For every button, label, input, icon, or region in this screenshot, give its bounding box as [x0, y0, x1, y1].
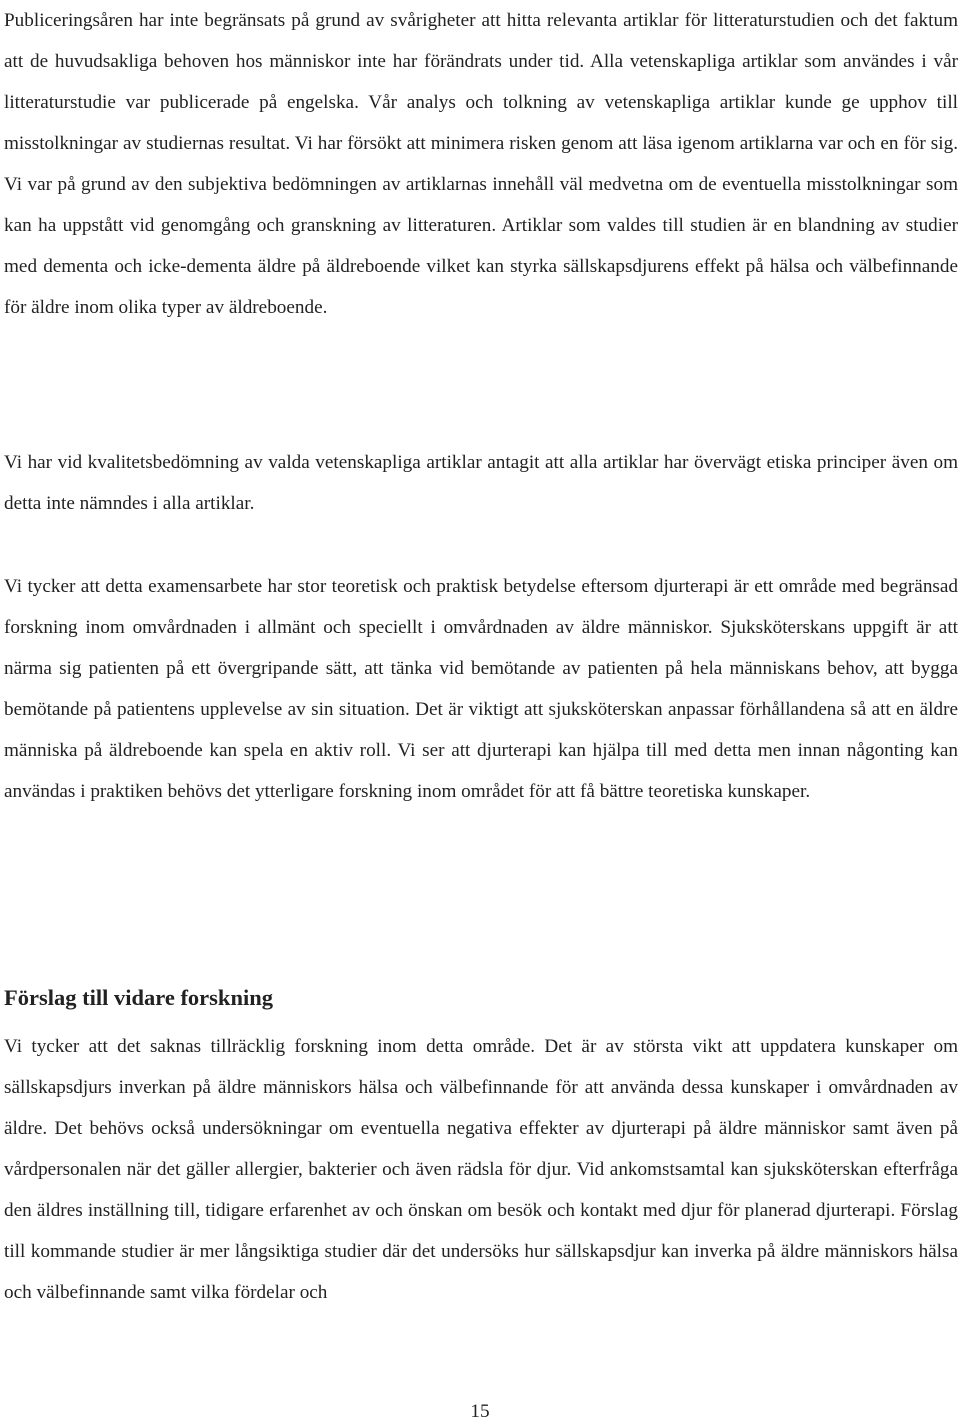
- paragraph-ethics: Vi har vid kvalitetsbedömning av valda vetenskapliga artiklar antagit att alla artiklar har övervägt etiska principer även om detta inte nämndes i alla artiklar.: [4, 452, 958, 514]
- paragraph-significance: Vi tycker att detta examensarbete har stor teoretisk och praktisk betydelse eftersom djurterapi är ett område med begränsad forskning inom omvårdnaden i allmänt och speciellt i omvårdnaden av äldre människor. Sjuksköterskans uppgift är att närma sig patienten på ett övergripande sätt, att tänka vid bemötande av patienten på hela människans behov, att bygga bemötande på patientens upplevelse av sin situation. Det är viktigt att sjuksköterskan anpassar förhållandena så att en äldre människa på äldreboende kan spela en aktiv roll. Vi ser att djurterapi kan hjälpa till med detta men innan någonting kan användas i praktiken behövs det ytterligare forskning inom området för att få bättre teoretiska kunskaper.: [4, 576, 958, 802]
- page-number: 15: [470, 1401, 490, 1422]
- paragraph-further-research: Vi tycker att det saknas tillräcklig forskning inom detta område. Det är av största vikt att uppdatera kunskaper om sällskapsdjurs inverkan på äldre människors hälsa och välbefinnande för att använda dessa kunskaper i omvårdnaden av äldre. Det behövs också undersökningar om eventuella negativa effekter av djurterapi på äldre människor samt även på vårdpersonalen när det gäller allergier, bakterier och även rädsla för djur. Vid ankomstsamtal kan sjuksköterskan efterfråga den äldres inställning till, tidigare erfarenhet av och önskan om besök och kontakt med djur för planerad djurterapi. Förslag till kommande studier är mer långsiktiga studier där det undersöks hur sällskapsdjur kan inverka på äldre människors hälsa och välbefinnande samt vilka fördelar och: [4, 1036, 958, 1303]
- paragraph-limitations: Publiceringsåren har inte begränsats på grund av svårigheter att hitta relevanta artiklar för litteraturstudien och det faktum att de huvudsakliga behoven hos människor inte har förändrats under tid. Alla vetenskapliga artiklar som användes i vår litteraturstudie var publicerade på engelska. Vår analys och tolkning av vetenskapliga artiklar kunde ge upphov till misstolkningar av studiernas resultat. Vi har försökt att minimera risken genom att läsa igenom artiklarna var och en för sig. Vi var på grund av den subjektiva bedömningen av artiklarnas innehåll väl medvetna om de eventuella misstolkningar som kan ha uppstått vid genomgång och granskning av litteraturen. Artiklar som valdes till studien är en blandning av studier med dementa och icke-dementa äldre på äldreboende vilket kan styrka sällskapsdjurens effekt på hälsa och välbefinnande för äldre inom olika typer av äldreboende.: [4, 10, 958, 318]
- section-heading-further-research: Förslag till vidare forskning: [4, 985, 273, 1010]
